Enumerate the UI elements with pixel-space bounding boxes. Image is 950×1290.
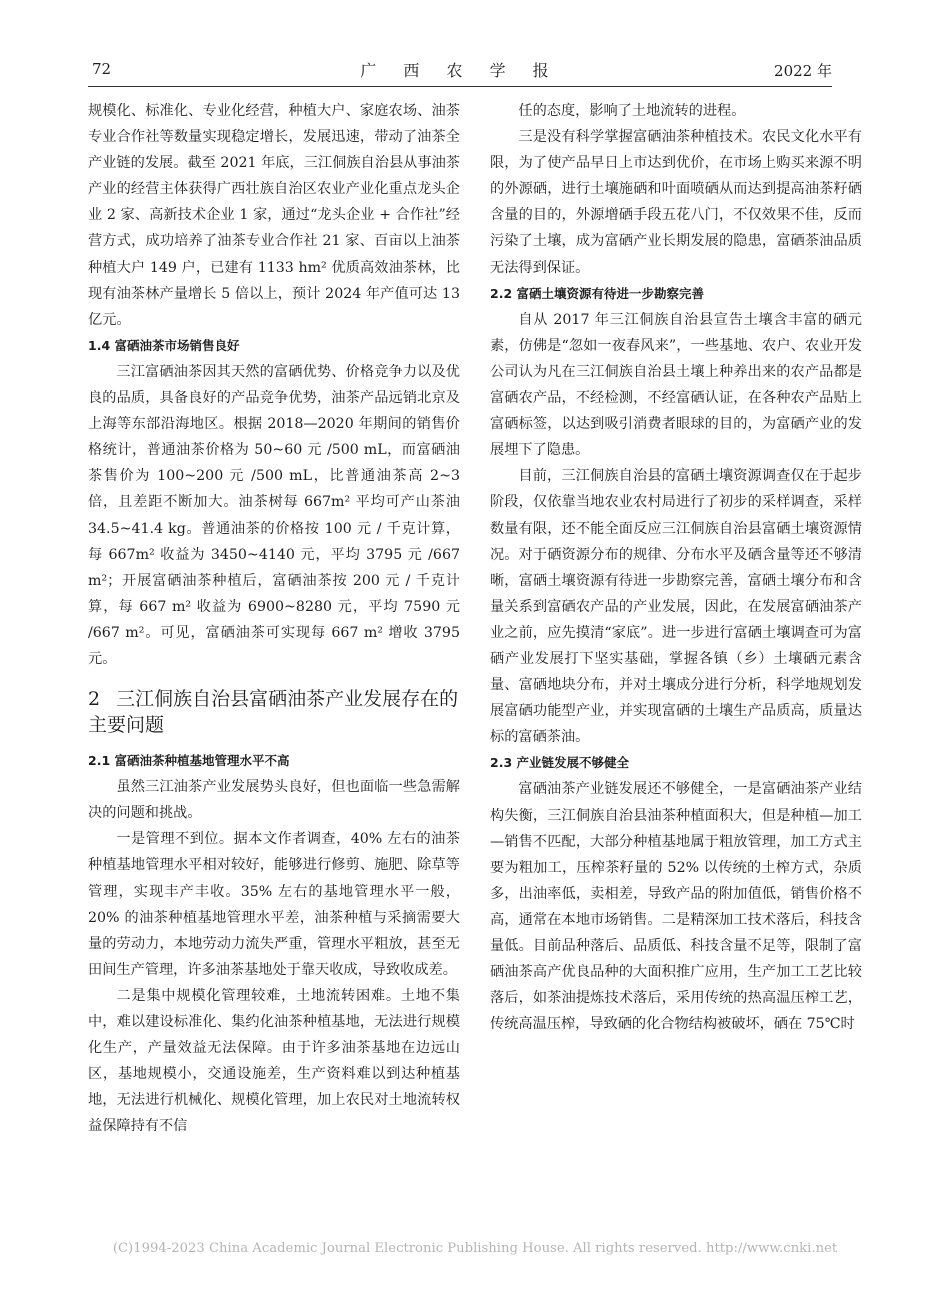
- page-number: 72: [92, 60, 112, 78]
- section-heading-2-1: 2.1 富硒油茶种植基地管理水平不高: [88, 753, 290, 769]
- paragraph: 一是管理不到位。据本文作者调查，40% 左右的油茶种植基地管理水平相对较好，能够进行修剪、施肥、除草等管理，实现丰产丰收。35% 左右的基地管理水平一般，20% 的油茶种植基地管理水平差，油茶种植与采摘需要大量的劳动力，本地劳动力流失严重，管理水平粗放，甚至无田间生产管理，许多油茶基地处于靠天收成，导致收成差。: [88, 831, 460, 978]
- paragraph: 规模化、标准化、专业化经营，种植大户、家庭农场、油茶专业合作社等数量实现稳定增长，发展迅速，带动了油茶全产业链的发展。截至 2021 年底，三江侗族自治县从事油茶产业的经营主体获得广西壮族自治区农业产业化重点龙头企业 2 家、高新技术企业 1 家，通过“龙头企业 + 合作社”经营方式，成功培养了油茶专业合作社 21 家、百亩以上油茶种植大户 149 户，已建有 1133 hm² 优质高效油茶林，比现有油茶林产量增长 5 倍以上，预计 2024 年产值可达 13 亿元。: [88, 103, 460, 328]
- paragraph: 三江富硒油茶因其天然的富硒优势、价格竞争力以及优良的品质，具备良好的产品竞争优势，油茶产品远销北京及上海等东部沿海地区。根据 2018—2020 年期间的销售价格统计，普通油茶价格为 50~60 元 /500 mL，而富硒油茶售价为 100~200 元 /500 mL，比普通油茶高 2~3 倍，且差距不断加大。油茶树每 667m² 平均可产山茶油 34.5~41.4 kg。普通油茶的价格按 100 元 / 千克计算，每 667m² 收益为 3450~4140 元，平均 3795 元 /667 m²；开展富硒油茶种植后，富硒油茶按 200 元 / 千克计算，每 667 m² 收益为 6900~8280 元，平均 7590 元 /667 m²。可见，富硒油茶可实现每 667 m² 增收 3795 元。: [88, 363, 460, 667]
- right-column: [490, 98, 862, 1037]
- paragraph: 二是集中规模化管理较难，土地流转困难。土地不集中，难以建设标准化、集约化油茶种植基地，无法进行规模化生产，产量效益无法保障。由于许多油茶基地在边远山区，基地规模小，交通设施差，生产资料难以到达种植基地，无法进行机械化、规模化管理，加上农民对土地流转权益保障持有不信: [88, 987, 460, 1135]
- header-rule: [88, 86, 832, 87]
- paragraph: 虽然三江油茶产业发展势头良好，但也面临一些急需解决的问题和挑战。: [88, 779, 460, 822]
- page-header: [88, 60, 832, 84]
- paragraph: 富硒油茶产业链发展还不够健全，一是富硒油茶产业结构失衡，三江侗族自治县油茶种植面积大，但是种植—加工—销售不匹配，大部分种植基地属于粗放管理，加工方式主要为粗加工，压榨茶籽量的 52% 以传统的土榨方式，杂质多，出油率低，卖相差，导致产品的附加值低，销售价格不高，通常在本地市场销售。二是精深加工技术落后，科技含量低。目前品种落后、品质低、科技含量不足等，限制了富硒油茶高产优良品种的大面积推广应用，生产加工工艺比较落后，如茶油提炼技术落后，采用传统的热高温压榨工艺，传统高温压榨，导致硒的化合物结构被破坏，硒在 75℃时: [490, 781, 862, 1033]
- paragraph: 三是没有科学掌握富硒油茶种植技术。农民文化水平有限，为了使产品早日上市达到优价，在市场上购买来源不明的外源硒，进行土壤施硒和叶面喷硒从而达到提高油茶籽硒含量的目的，外源增硒手段五花八门，不仅效果不佳，反而污染了土壤，成为富硒产业长期发展的隐患，富硒茶油品质无法得到保证。: [490, 129, 862, 276]
- section-heading-1-4: 1.4 富硒油茶市场销售良好: [88, 337, 240, 353]
- paragraph: 自从 2017 年三江侗族自治县宣告土壤含丰富的硒元素，仿佛是“忽如一夜春风来”，一些基地、农户、农业开发公司认为凡在三江侗族自治县土壤上种养出来的农产品都是富硒农产品，不经检测，不经富硒认证，在各种农产品贴上富硒标签，以达到吸引消费者眼球的目的，为富硒产业的发展埋下了隐患。: [490, 311, 862, 459]
- paragraph: 任的态度，影响了土地流转的进程。: [518, 103, 746, 119]
- left-column: [88, 98, 460, 1139]
- copyright-footer: (C)1994-2023 China Academic Journal Electronic Publishing House. All rights reserved. http://www.cnki.net: [112, 1241, 838, 1256]
- section-heading-2-2: 2.2 富硒土壤资源有待进一步勘察完善: [490, 285, 704, 301]
- section-heading-2: [88, 686, 460, 738]
- journal-name: 广 西 农 学 报: [360, 61, 560, 80]
- section-heading-2-3: 2.3 产业链发展不够健全: [490, 755, 629, 771]
- section-number: 2: [88, 688, 101, 711]
- paragraph: 目前，三江侗族自治县的富硒土壤资源调查仅在于起步阶段，仅依靠当地农业农村局进行了初步的采样调查，采样数量有限，还不能全面反应三江侗族自治县富硒土壤资源情况。对于硒资源分布的规律、分布水平及硒含量等还不够清晰，富硒土壤资源有待进一步勘察完善，富硒土壤分布和含量关系到富硒农产品的产业发展，因此，在发展富硒油茶产业之前，应先摸清“家底”。进一步进行富硒土壤调查可为富硒产业发展打下坚实基础，掌握各镇（乡）土壤硒元素含量、富硒地块分布，并对土壤成分进行分析，科学地规划发展富硒功能型产业，并实现富硒的土壤生产品质高，质量达标的富硒茶油。: [490, 468, 862, 746]
- section-title: 三江侗族自治县富硒油茶产业发展存在的主要问题: [88, 688, 459, 737]
- publication-year: 2022 年: [774, 62, 832, 80]
